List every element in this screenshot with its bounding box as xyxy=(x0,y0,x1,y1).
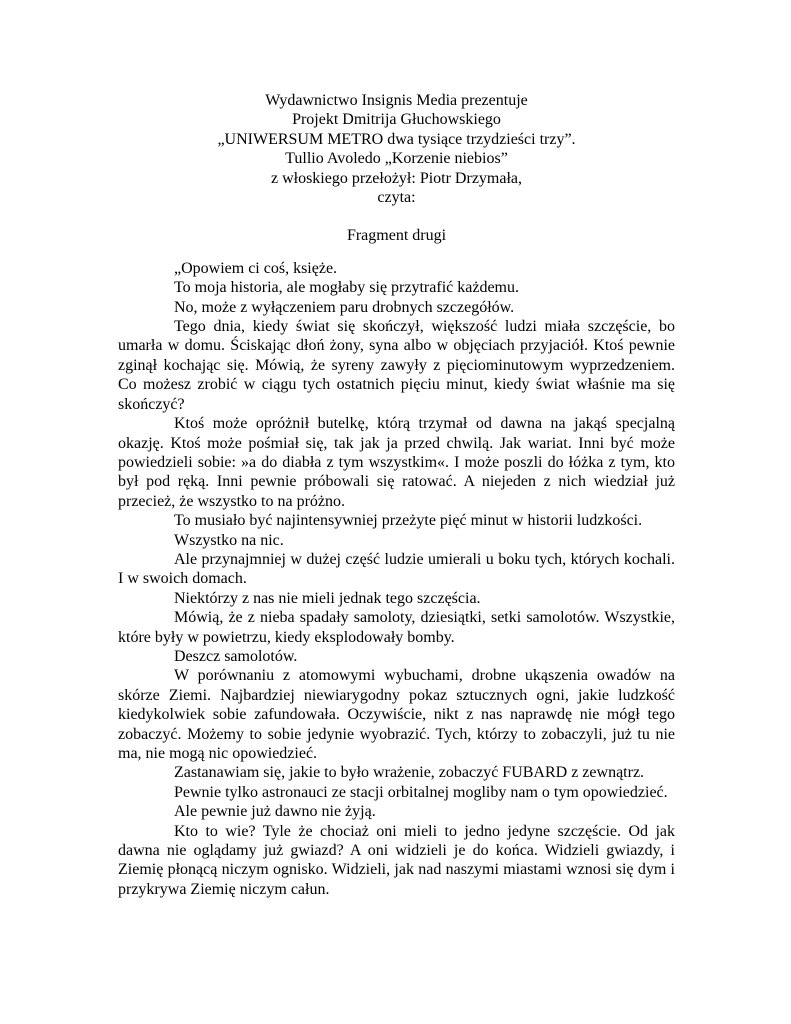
header-reader: czyta: xyxy=(377,189,416,207)
paragraph: To moja historia, ale mogłaby się przytrafić każdemu. xyxy=(174,279,519,297)
header-series: „UNIWERSUM METRO dwa tysiące trzydzieści trzy”. xyxy=(217,130,576,148)
header-translator: z włoskiego przełożył: Piotr Drzymała, xyxy=(270,169,523,187)
header-publisher: Wydawnictwo Insignis Media prezentuje xyxy=(265,92,528,109)
paragraph: Kto to wie? Tyle że chociaż oni mieli to jedno jedyne szczęście. Od jak dawna nie oglądamy już gwiazd? A oni widzieli je do końca. Widzieli gwiazdy, i Ziemię płonącą niczym ognisko. Widzieli, jak nad naszymi miastami wznosi się dym i przykrywa Ziemię niczym całun. xyxy=(118,822,675,898)
paragraph: Deszcz samolotów. xyxy=(174,647,298,665)
paragraph: Niektórzy z nas nie mieli jednak tego szczęścia. xyxy=(174,589,481,607)
paragraph: Mówią, że z nieba spadały samoloty, dziesiątki, setki samolotów. Wszystkie, które były w powietrzu, kiedy eksplodowały bomby. xyxy=(118,609,675,646)
paragraph: Tego dnia, kiedy świat się skończył, większość ludzi miała szczęście, bo umarła w domu. Ściskając dłoń żony, syna albo w objęciach przyjaciół. Ktoś pewnie zginął kochając się. Mówią, że syreny zawyły z pięciominutowym wyprzedzeniem. Co możesz zrobić w ciągu tych ostatnich pięciu minut, kiedy świat właśnie ma się skończyć? xyxy=(118,318,675,413)
paragraph: Pewnie tylko astronauci ze stacji orbitalnej mogliby nam o tym opowiedzieć. xyxy=(174,783,668,801)
document-header xyxy=(118,91,675,207)
header-project: Projekt Dmitrija Głuchowskiego xyxy=(292,111,501,129)
paragraph: Ktoś może opróżnił butelkę, którą trzymał od dawna na jakąś specjalną okazję. Ktoś może pośmiał się, tak jak ja przed chwilą. Jak wariat. Inni być może powiedzieli sobie: »a do diabła z tym wszystkim«. I może poszli do łóżka z tym, kto był pod ręką. Inni pewnie próbowali się ratować. A niejeden z nich wiedział już przecież, że wszystko to na próżno. xyxy=(118,415,675,510)
paragraph: W porównaniu z atomowymi wybuchami, drobne ukąszenia owadów na skórze Ziemi. Najbardziej niewiarygodny pokaz sztucznych ogni, jakie ludzkość kiedykolwiek sobie zafundowała. Oczywiście, nikt z nas naprawdę nie mógł tego zobaczyć. Możemy to sobie jedynie wyobrazić. Tych, którzy to zobaczyli, już tu nie ma, nie mogą nic opowiedzieć. xyxy=(118,667,675,762)
fragment-title: Fragment drugi xyxy=(346,227,447,245)
paragraph: Wszystko na nic. xyxy=(174,531,284,549)
document-page xyxy=(118,91,675,899)
paragraph: Ale pewnie już dawno nie żyją. xyxy=(174,803,376,821)
paragraph: To musiało być najintensywniej przeżyte pięć minut w historii ludzkości. xyxy=(174,512,643,530)
paragraph: No, może z wyłączeniem paru drobnych szczegółów. xyxy=(174,298,515,316)
header-author-title: Tullio Avoledo „Korzenie niebios” xyxy=(285,150,508,168)
document-body xyxy=(118,259,675,899)
paragraph: Zastanawiam się, jakie to było wrażenie, zobaczyć FUBARD z zewnątrz. xyxy=(174,764,645,782)
paragraph: „Opowiem ci coś, księże. xyxy=(174,259,338,277)
paragraph: Ale przynajmniej w dużej część ludzie umierali u boku tych, których kochali. I w swoich domach. xyxy=(118,550,675,588)
